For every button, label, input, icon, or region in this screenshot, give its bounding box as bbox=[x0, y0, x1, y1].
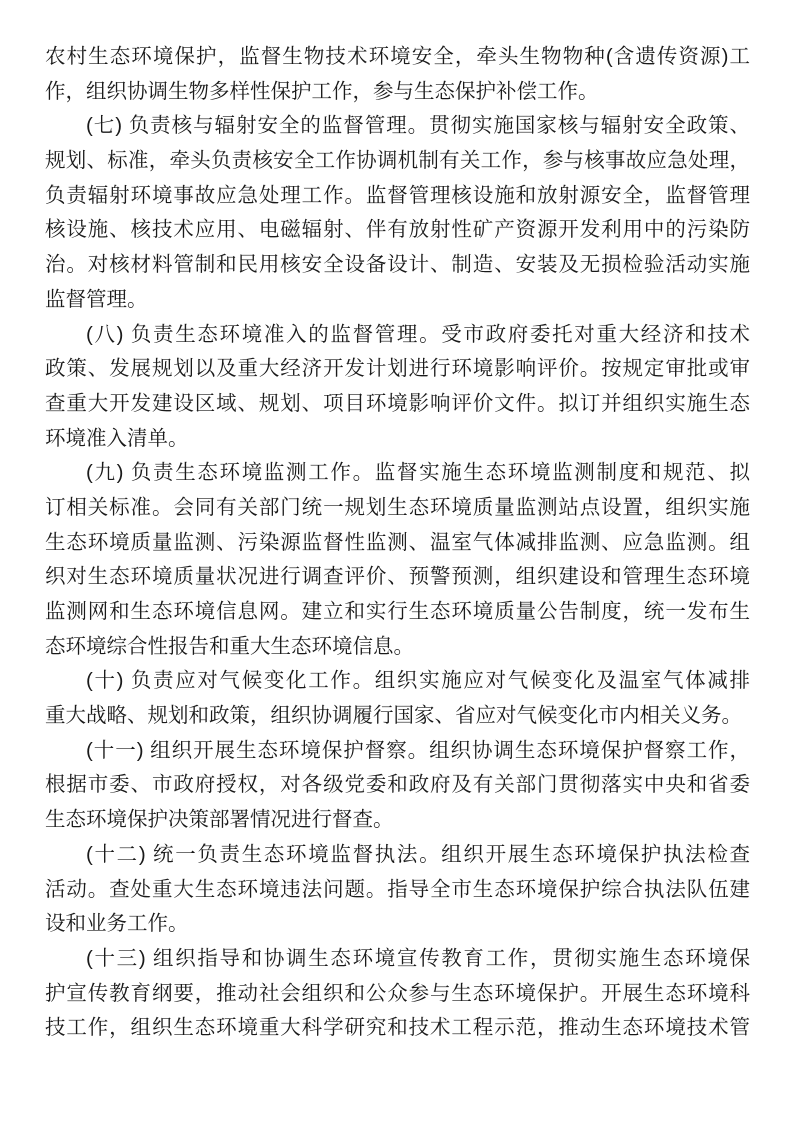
text-line: 活动。查处重大生态环境违法问题。指导全市生态环境保护综合执法队伍建 bbox=[45, 877, 750, 901]
text-line: (十二) 统一负责生态环境监督执法。组织开展生态环境保护执法检查 bbox=[86, 842, 750, 866]
text-line: (七) 负责核与辐射安全的监督管理。贯彻实施国家核与辐射安全政策、 bbox=[86, 114, 750, 138]
text-line: (八) 负责生态环境准入的监督管理。受市政府委托对重大经济和技术 bbox=[86, 322, 750, 346]
text-line: 政策、发展规划以及重大经济开发计划进行环境影响评价。按规定审批或审 bbox=[45, 357, 750, 381]
text-line: 作，组织协调生物多样性保护工作，参与生态保护补偿工作。 bbox=[45, 79, 599, 103]
text-line: 态环境综合性报告和重大生态环境信息。 bbox=[45, 634, 414, 658]
text-line: 技工作，组织生态环境重大科学研究和技术工程示范，推动生态环境技术管 bbox=[45, 1016, 750, 1040]
text-line: 环境准入清单。 bbox=[45, 426, 189, 450]
text-line: 负责辐射环境事故应急处理工作。监督管理核设施和放射源安全，监督管理 bbox=[45, 183, 750, 207]
text-line: 设和业务工作。 bbox=[45, 912, 189, 936]
text-line: (十) 负责应对气候变化工作。组织实施应对气候变化及温室气体减排 bbox=[86, 669, 750, 693]
text-line: 护宣传教育纲要，推动社会组织和公众参与生态环境保护。开展生态环境科 bbox=[45, 981, 750, 1005]
text-line: 监督管理。 bbox=[45, 287, 148, 311]
text-line: 查重大开发建设区域、规划、项目环境影响评价文件。拟订并组织实施生态 bbox=[45, 391, 750, 415]
text-line: (九) 负责生态环境监测工作。监督实施生态环境监测制度和规范、拟 bbox=[86, 461, 750, 485]
text-line: 监测网和生态环境信息网。建立和实行生态环境质量公告制度，统一发布生 bbox=[45, 600, 750, 623]
text-line: 重大战略、规划和政策，组织协调履行国家、省应对气候变化市内相关义务。 bbox=[45, 704, 742, 728]
text-line: (十三) 组织指导和协调生态环境宣传教育工作，贯彻实施生态环境保 bbox=[86, 946, 750, 970]
document-text bbox=[45, 40, 750, 1046]
text-line: 农村生态环境保护，监督生物技术环境安全，牵头生物物种(含遗传资源)工 bbox=[45, 45, 750, 68]
text-line: 核设施、核技术应用、电磁辐射、伴有放射性矿产资源开发利用中的污染防 bbox=[45, 218, 750, 242]
text-line: 规划、标准，牵头负责核安全工作协调机制有关工作，参与核事故应急处理， bbox=[45, 149, 750, 173]
text-line: 生态环境保护决策部署情况进行督查。 bbox=[45, 808, 394, 832]
text-line: (十一) 组织开展生态环境保护督察。组织协调生态环境保护督察工作， bbox=[86, 738, 750, 762]
text-line: 根据市委、市政府授权，对各级党委和政府及有关部门贯彻落实中央和省委 bbox=[45, 773, 750, 797]
text-line: 治。对核材料管制和民用核安全设备设计、制造、安装及无损检验活动实施 bbox=[45, 253, 750, 277]
text-line: 织对生态环境质量状况进行调查评价、预警预测，组织建设和管理生态环境 bbox=[45, 565, 750, 589]
text-line: 订相关标准。会同有关部门统一规划生态环境质量监测站点设置，组织实施 bbox=[45, 495, 750, 519]
text-line: 生态环境质量监测、污染源监督性监测、温室气体减排监测、应急监测。组 bbox=[45, 530, 750, 554]
